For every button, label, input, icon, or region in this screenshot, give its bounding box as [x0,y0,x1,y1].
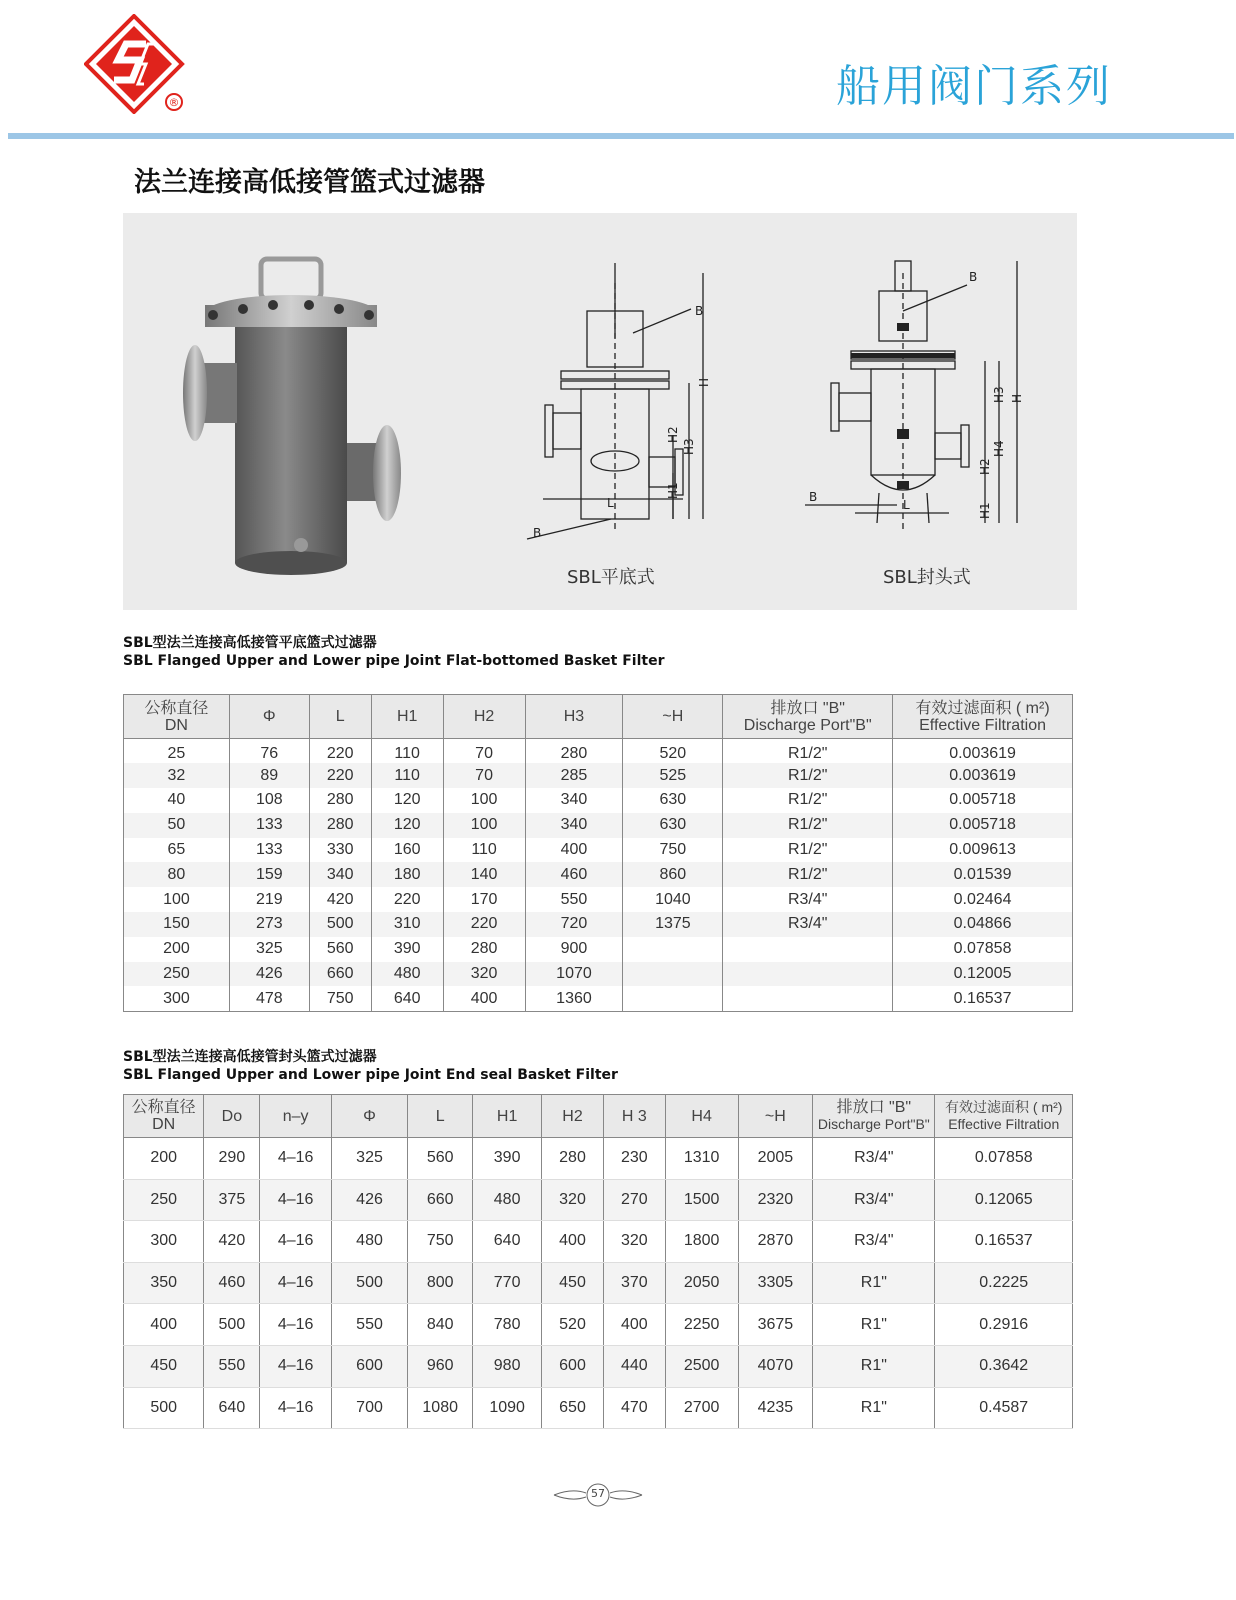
figure-panel [123,213,1077,610]
table-cell: 110 [443,838,525,863]
table-cell: 160 [371,838,443,863]
table-cell: 650 [542,1387,604,1429]
table-cell: 560 [408,1138,473,1180]
table2-title-cn: SBL型法兰连接高低接管封头篮式过滤器 [123,1049,377,1065]
table-cell: 1360 [525,986,623,1011]
col-h1: H1 [371,695,443,739]
table-cell: 500 [124,1387,204,1429]
table-cell: 65 [124,838,230,863]
col-h: ~H [738,1095,813,1138]
table-cell: 420 [309,887,371,912]
flat-bottom-drawing [523,243,753,553]
table-row [124,1262,1073,1304]
table-cell: 1310 [665,1138,738,1180]
svg-text:H: H [1010,393,1024,403]
table-cell: 25 [124,739,230,764]
table-cell: 900 [525,937,623,962]
table-cell: 0.005718 [893,788,1073,813]
table-cell: 280 [443,937,525,962]
table-row [124,788,1073,813]
table-row [124,862,1073,887]
table-row [124,1221,1073,1263]
table-cell: R1" [813,1345,935,1387]
col-l: L [309,695,371,739]
svg-text:H2: H2 [978,458,992,475]
table-cell: R1" [813,1262,935,1304]
table1-title-en: SBL Flanged Upper and Lower pipe Joint Flat-bottomed Basket Filter [123,653,665,669]
table-cell: 230 [603,1138,665,1180]
table-cell: 600 [331,1345,407,1387]
table-cell [723,937,893,962]
table-cell [623,937,723,962]
table-cell: 1040 [623,887,723,912]
table-cell: 300 [124,1221,204,1263]
col-h2: H2 [542,1095,604,1138]
table-cell: 320 [443,962,525,987]
table-cell: 450 [124,1345,204,1387]
table-cell: 300 [124,986,230,1011]
table-cell: 860 [623,862,723,887]
table-cell: R3/4" [723,912,893,937]
table-row [124,739,1073,764]
table-cell: 2700 [665,1387,738,1429]
table-cell: 219 [229,887,309,912]
table-cell: 110 [371,739,443,764]
table-cell: 550 [204,1345,260,1387]
table-cell: 750 [309,986,371,1011]
table-cell: 750 [408,1221,473,1263]
col-dn: 公称直径 DN [124,1095,204,1138]
table-cell: 4–16 [260,1345,331,1387]
table-cell: 200 [124,937,230,962]
table-cell: 550 [331,1304,407,1346]
table-cell: 120 [371,788,443,813]
table-cell: 660 [408,1179,473,1221]
table-cell: 0.12005 [893,962,1073,987]
table-cell: R3/4" [723,887,893,912]
table-cell: 1090 [473,1387,542,1429]
col-area: 有效过滤面积 ( m²) Effective Filtration [893,695,1073,739]
table-cell: 89 [229,763,309,788]
table-cell: 1500 [665,1179,738,1221]
table-cell: 450 [542,1262,604,1304]
table-cell: 4–16 [260,1304,331,1346]
table-cell: 780 [473,1304,542,1346]
table-cell: R1/2" [723,813,893,838]
table-cell: 100 [124,887,230,912]
table-cell: 500 [309,912,371,937]
table-cell: 250 [124,1179,204,1221]
end-seal-caption: SBL封头式 [883,567,971,588]
table-row [124,912,1073,937]
table-row [124,1179,1073,1221]
page-number: 57 [591,1487,605,1500]
table-cell: 0.16537 [893,986,1073,1011]
table-cell: 560 [309,937,371,962]
table-cell: 0.4587 [935,1387,1073,1429]
page-title: 法兰连接高低接管篮式过滤器 [134,167,485,198]
table1-heading [123,634,664,670]
table2-title-en: SBL Flanged Upper and Lower pipe Joint End seal Basket Filter [123,1067,618,1083]
table-cell: 770 [473,1262,542,1304]
end-seal-spec-table [123,1094,1073,1429]
table1-title-cn: SBL型法兰连接高低接管平底篮式过滤器 [123,635,377,651]
table-cell: 2050 [665,1262,738,1304]
table-cell: 220 [443,912,525,937]
table-cell: 700 [331,1387,407,1429]
table-cell: 325 [331,1138,407,1180]
table-cell: 390 [473,1138,542,1180]
table-cell: 520 [623,739,723,764]
svg-text:H3: H3 [992,386,1006,403]
table-cell: R3/4" [813,1179,935,1221]
table-cell: 460 [204,1262,260,1304]
table-cell: 325 [229,937,309,962]
table-cell: 720 [525,912,623,937]
table-cell: 426 [331,1179,407,1221]
table-cell: 0.2225 [935,1262,1073,1304]
svg-text:B: B [969,270,978,284]
table-cell: 340 [309,862,371,887]
table-row [124,937,1073,962]
table-cell: 1070 [525,962,623,987]
col-port: 排放口 "B" Discharge Port"B" [723,695,893,739]
table-cell: 3675 [738,1304,813,1346]
table-cell: R1" [813,1387,935,1429]
table-cell: 250 [124,962,230,987]
table-cell: R1/2" [723,862,893,887]
table-cell: 2005 [738,1138,813,1180]
table-cell: 420 [204,1221,260,1263]
table-cell: 285 [525,763,623,788]
table-cell: 2870 [738,1221,813,1263]
table-cell: 480 [371,962,443,987]
table-row [124,887,1073,912]
table-cell: R3/4" [813,1221,935,1263]
table-cell: 0.009613 [893,838,1073,863]
table-cell: 400 [525,838,623,863]
table-cell: 320 [603,1221,665,1263]
col-phi: Φ [229,695,309,739]
table-cell: 640 [371,986,443,1011]
table-cell: 400 [603,1304,665,1346]
table-cell: 0.003619 [893,739,1073,764]
col-h4: H4 [665,1095,738,1138]
table-cell: 600 [542,1345,604,1387]
table-cell: 280 [542,1138,604,1180]
company-logo [84,14,188,114]
svg-text:H1: H1 [978,502,992,519]
table-cell: 70 [443,763,525,788]
series-title: 船用阀门系列 [836,61,1112,112]
table-cell: 840 [408,1304,473,1346]
table-cell: 4–16 [260,1221,331,1263]
table-cell: 660 [309,962,371,987]
table-cell: 0.01539 [893,862,1073,887]
flat-bottom-spec-table [123,694,1073,1012]
table-row [124,763,1073,788]
table2-body [124,1138,1073,1429]
table-cell: 280 [309,788,371,813]
table-cell: 0.04866 [893,912,1073,937]
table-cell: 4–16 [260,1179,331,1221]
table-cell [623,986,723,1011]
table-cell: 500 [204,1304,260,1346]
table-cell [623,962,723,987]
table-cell: R1/2" [723,838,893,863]
table-row [124,1304,1073,1346]
col-dn: 公称直径 DN [124,695,230,739]
table-cell: 640 [204,1387,260,1429]
table-cell: R1/2" [723,788,893,813]
col-area: 有效过滤面积 ( m²) Effective Filtration [935,1095,1073,1138]
table-cell: 180 [371,862,443,887]
table-row [124,986,1073,1011]
table-cell: 0.16537 [935,1221,1073,1263]
table-cell: 630 [623,813,723,838]
svg-text:H2: H2 [666,426,680,443]
col-do: Do [204,1095,260,1138]
table-cell: 525 [623,763,723,788]
table2-heading [123,1048,618,1084]
col-ny: n–y [260,1095,331,1138]
table-cell: 370 [603,1262,665,1304]
svg-text:B: B [809,490,818,504]
table-cell: 40 [124,788,230,813]
flat-bottom-caption: SBL平底式 [567,567,655,588]
table-cell: 500 [331,1262,407,1304]
table-cell: 750 [623,838,723,863]
table-cell: 640 [473,1221,542,1263]
table-cell: R3/4" [813,1138,935,1180]
table-cell: 478 [229,986,309,1011]
table-cell: 32 [124,763,230,788]
table-cell: R1/2" [723,739,893,764]
table-cell: 290 [204,1138,260,1180]
table-cell: 76 [229,739,309,764]
col-h2: H2 [443,695,525,739]
table-cell: 4070 [738,1345,813,1387]
table-cell: 0.07858 [935,1138,1073,1180]
table-cell [723,986,893,1011]
table-row [124,813,1073,838]
table-cell: 4235 [738,1387,813,1429]
table-cell [723,962,893,987]
table-cell: 330 [309,838,371,863]
table-cell: 1800 [665,1221,738,1263]
table-cell: 0.2916 [935,1304,1073,1346]
table-cell: 220 [371,887,443,912]
table-cell: 200 [124,1138,204,1180]
table-cell: 280 [309,813,371,838]
table-cell: 800 [408,1262,473,1304]
table-cell: 273 [229,912,309,937]
table-cell: 0.07858 [893,937,1073,962]
table-cell: 310 [371,912,443,937]
table-cell: 0.3642 [935,1345,1073,1387]
svg-text:B: B [533,526,542,540]
table-cell: 960 [408,1345,473,1387]
table-cell: 2320 [738,1179,813,1221]
table-cell: 110 [371,763,443,788]
table-cell: 150 [124,912,230,937]
table-cell: 400 [124,1304,204,1346]
product-photo [173,253,463,583]
table-cell: 480 [473,1179,542,1221]
table-cell: 100 [443,813,525,838]
table-cell: 108 [229,788,309,813]
table-cell: 80 [124,862,230,887]
col-h: ~H [623,695,723,739]
table-cell: 120 [371,813,443,838]
table-cell: 470 [603,1387,665,1429]
table-cell: 4–16 [260,1387,331,1429]
table-cell: 4–16 [260,1262,331,1304]
svg-text:H3: H3 [682,438,696,455]
table-cell: 400 [542,1221,604,1263]
svg-text:L: L [903,498,910,512]
table-cell: 2500 [665,1345,738,1387]
col-phi: Φ [331,1095,407,1138]
table-cell: R1" [813,1304,935,1346]
table-cell: 630 [623,788,723,813]
table-cell: 320 [542,1179,604,1221]
table-cell: 460 [525,862,623,887]
table-cell: 0.005718 [893,813,1073,838]
svg-text:H: H [697,377,711,387]
table-cell: 133 [229,813,309,838]
table-row [124,1387,1073,1429]
table-cell: 426 [229,962,309,987]
table-row [124,1138,1073,1180]
table-row [124,962,1073,987]
table-cell: 980 [473,1345,542,1387]
table-cell: 0.12065 [935,1179,1073,1221]
table-cell: 70 [443,739,525,764]
table-cell: 375 [204,1179,260,1221]
table-cell: 133 [229,838,309,863]
table-cell: 400 [443,986,525,1011]
table-cell: 480 [331,1221,407,1263]
table-cell: 0.003619 [893,763,1073,788]
table-row [124,838,1073,863]
table-cell: 340 [525,788,623,813]
svg-text:L: L [607,496,614,510]
svg-text:B: B [695,304,704,318]
table-cell: 390 [371,937,443,962]
svg-text:®: ® [168,96,180,109]
table-cell: 270 [603,1179,665,1221]
table-cell: 4–16 [260,1138,331,1180]
col-h3: H 3 [603,1095,665,1138]
end-seal-drawing [799,243,1039,553]
col-h3: H3 [525,695,623,739]
table-cell: 1375 [623,912,723,937]
table-cell: 3305 [738,1262,813,1304]
table-cell: 159 [229,862,309,887]
table-cell: 0.02464 [893,887,1073,912]
table-row [124,1345,1073,1387]
table-cell: 220 [309,763,371,788]
table-cell: 350 [124,1262,204,1304]
table-cell: 280 [525,739,623,764]
table-cell: 2250 [665,1304,738,1346]
svg-text:H1: H1 [666,482,680,499]
table-cell: 340 [525,813,623,838]
col-port: 排放口 "B" Discharge Port"B" [813,1095,935,1138]
col-l: L [408,1095,473,1138]
col-h1: H1 [473,1095,542,1138]
table-cell: 440 [603,1345,665,1387]
table1-body [124,739,1073,1012]
table-cell: 50 [124,813,230,838]
table-cell: 140 [443,862,525,887]
header-divider [8,133,1234,139]
table-cell: 1080 [408,1387,473,1429]
table-cell: R1/2" [723,763,893,788]
table-cell: 100 [443,788,525,813]
table-cell: 170 [443,887,525,912]
table-cell: 520 [542,1304,604,1346]
svg-text:H4: H4 [992,440,1006,457]
table-cell: 550 [525,887,623,912]
table-cell: 220 [309,739,371,764]
